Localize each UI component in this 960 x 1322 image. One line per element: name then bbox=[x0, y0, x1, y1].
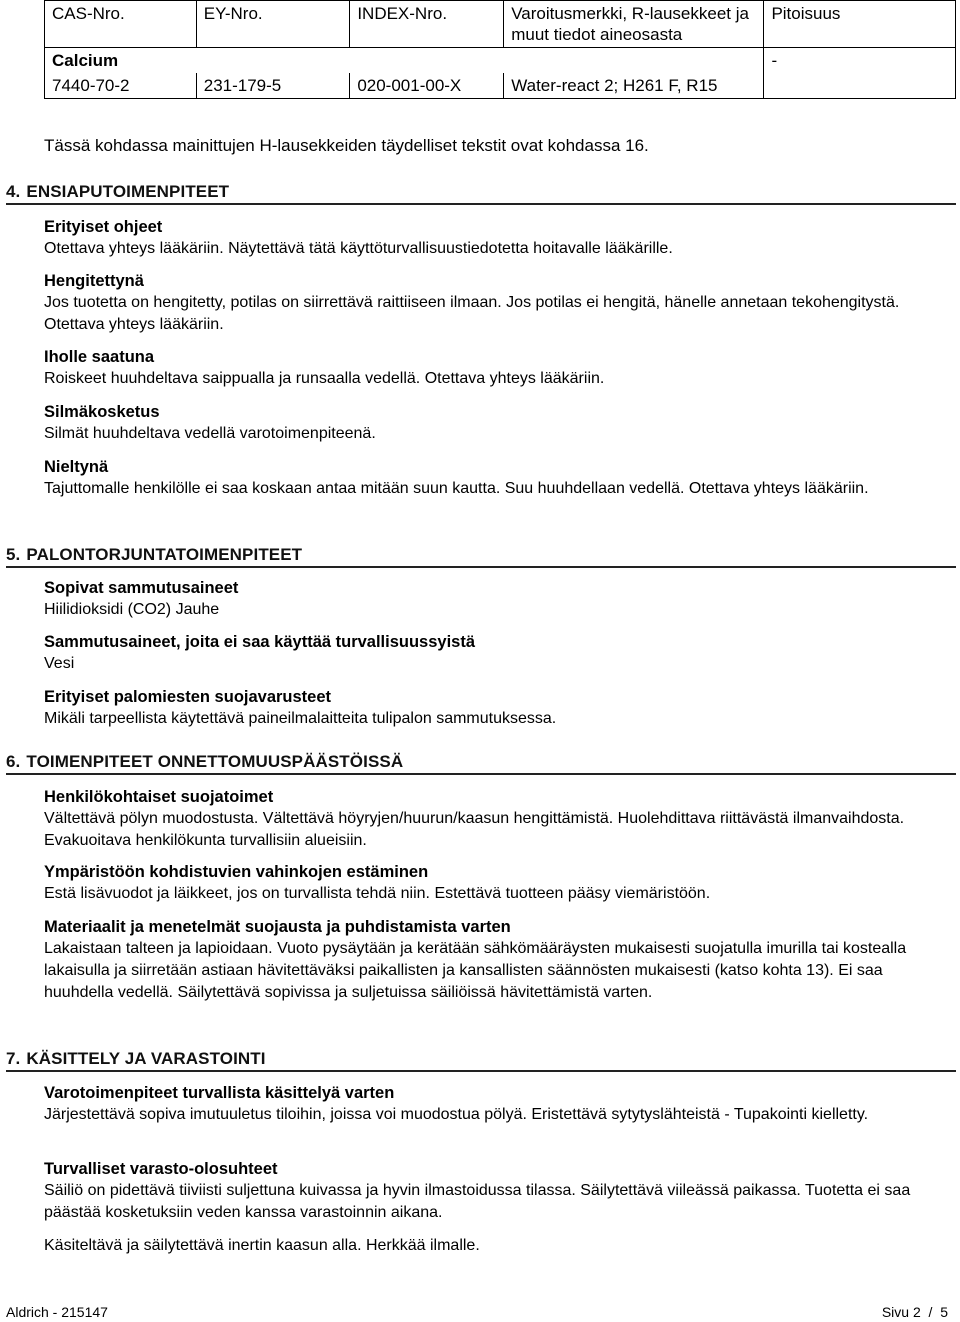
header-cas: CAS-Nro. bbox=[45, 1, 197, 48]
subsection bbox=[44, 861, 944, 905]
section-title: PALONTORJUNTATOIMENPITEET bbox=[26, 545, 303, 564]
subsection-text: Estä lisävuodot ja läikkeet, jos on turvallista tehdä niin. Estettävä tuotteen pääsy viemäristöön. bbox=[44, 885, 711, 902]
substance-name-row bbox=[45, 48, 956, 74]
subsection-heading: Erityiset palomiesten suojavarusteet bbox=[44, 688, 332, 706]
subsection bbox=[44, 631, 944, 675]
subsection-heading: Iholle saatuna bbox=[44, 348, 155, 366]
section-number: 4. bbox=[6, 182, 21, 201]
subsection-text: Otettava yhteys lääkäriin. Näytettävä tätä käyttöturvallisuustiedotetta hoitavalle lääkärille. bbox=[44, 240, 673, 257]
hazard-value: Water-react 2; H261 F, R15 bbox=[504, 73, 764, 99]
header-hazard: Varoitusmerkki, R-lausekkeet ja muut tiedot aineosasta bbox=[504, 1, 764, 48]
section-title: TOIMENPITEET ONNETTOMUUSPÄÄSTÖISSÄ bbox=[26, 752, 404, 771]
subsection bbox=[44, 346, 944, 390]
subsection bbox=[44, 456, 944, 500]
section-number: 5. bbox=[6, 545, 21, 564]
subsection-heading: Sammutusaineet, joita ei saa käyttää turvallisuussyistä bbox=[44, 633, 476, 651]
section-7-heading bbox=[6, 1049, 956, 1072]
subsection-heading: Varotoimenpiteet turvallista käsittelyä varten bbox=[44, 1084, 395, 1102]
cas-value: 7440-70-2 bbox=[45, 73, 197, 99]
subsection bbox=[44, 916, 944, 1004]
section-5-heading bbox=[6, 545, 956, 568]
subsection bbox=[44, 1235, 944, 1257]
components-table bbox=[44, 0, 956, 99]
subsection-text: Käsiteltävä ja säilytettävä inertin kaasun alla. Herkkää ilmalle. bbox=[44, 1237, 480, 1254]
ey-value: 231-179-5 bbox=[196, 73, 350, 99]
subsection-heading: Silmäkosketus bbox=[44, 403, 160, 421]
subsection-heading: Ympäristöön kohdistuvien vahinkojen estäminen bbox=[44, 863, 429, 881]
subsection bbox=[44, 270, 944, 336]
section-6-heading bbox=[6, 752, 956, 775]
subsection bbox=[44, 401, 944, 445]
section-number: 6. bbox=[6, 752, 21, 771]
subsection-text: Lakaistaan talteen ja lapioidaan. Vuoto pysäytään ja kerätään sähkömääräysten mukaisesti suojatulla imurilla tai kostealla lakaisulla ja siirretään astiaan hävitettäväksi paikallisten ja kansallisten säännösten mukaisesti (katso kohta 13). Ei saa huuhdella vedellä. Säilytettävä sopivissa ja suljetuissa säiliöissä hävitettämistä varten. bbox=[44, 940, 907, 1001]
page-number: Sivu 2 / 5 bbox=[881, 1304, 948, 1320]
table-header-row bbox=[45, 1, 956, 48]
subsection bbox=[44, 1158, 944, 1224]
substance-name: Calcium bbox=[45, 48, 764, 74]
header-index: INDEX-Nro. bbox=[350, 1, 504, 48]
section-4-heading bbox=[6, 182, 956, 205]
subsection-text: Mikäli tarpeellista käytettävä paineilmalaitteita tulipalon sammutuksessa. bbox=[44, 710, 557, 727]
subsection-text: Roiskeet huuhdeltava saippualla ja runsaalla vedellä. Otettava yhteys lääkäriin. bbox=[44, 370, 605, 387]
subsection-heading: Henkilökohtaiset suojatoimet bbox=[44, 788, 274, 806]
header-concentration: Pitoisuus bbox=[764, 1, 956, 48]
subsection bbox=[44, 216, 944, 260]
subsection-text: Vältettävä pölyn muodostusta. Vältettävä höyryjen/huurun/kaasun hengittämistä. Huolehdittava riittävästä ilmanvaihdosta. Evakuoitava henkilökunta turvallisiin alueisiin. bbox=[44, 810, 905, 849]
header-ey: EY-Nro. bbox=[196, 1, 350, 48]
section-number: 7. bbox=[6, 1049, 21, 1068]
subsection bbox=[44, 577, 944, 621]
index-value: 020-001-00-X bbox=[350, 73, 504, 99]
subsection-text: Hiilidioksidi (CO2) Jauhe bbox=[44, 601, 220, 618]
subsection-heading: Turvalliset varasto-olosuhteet bbox=[44, 1160, 278, 1178]
subsection-text: Silmät huuhdeltava vedellä varotoimenpiteenä. bbox=[44, 425, 376, 442]
subsection-heading: Sopivat sammutusaineet bbox=[44, 579, 239, 597]
section-title: ENSIAPUTOIMENPITEET bbox=[26, 182, 230, 201]
concentration-value: - bbox=[764, 48, 956, 99]
subsection-heading: Materiaalit ja menetelmät suojausta ja puhdistamista varten bbox=[44, 918, 511, 936]
subsection-text: Vesi bbox=[44, 655, 75, 672]
subsection-heading: Erityiset ohjeet bbox=[44, 218, 163, 236]
subsection-text: Järjestettävä sopiva imutuuletus tiloihin, joissa voi muodostua pölyä. Eristettävä sytytyslähteistä - Tupakointi kielletty. bbox=[44, 1106, 869, 1123]
subsection-text: Jos tuotetta on hengitetty, potilas on siirrettävä raittiiseen ilmaan. Jos potilas ei hengitä, hänelle annetaan tekohengitystä. Otettava yhteys lääkäriin. bbox=[44, 294, 900, 333]
subsection-text: Tajuttomalle henkilölle ei saa koskaan antaa mitään suun kautta. Suu huuhdellaan vedellä. Otettava yhteys lääkäriin. bbox=[44, 480, 869, 497]
subsection bbox=[44, 786, 944, 852]
subsection bbox=[44, 686, 944, 730]
subsection-text: Säiliö on pidettävä tiiviisti suljettuna kuivassa ja hyvin ilmastoidussa tilassa. Säilytettävä viileässä paikassa. Tuotetta ei saa päästää kosketuksiin veden kanssa varastoinnin aikana. bbox=[44, 1182, 911, 1221]
subsection-heading: Hengitettynä bbox=[44, 272, 144, 290]
subsection-heading: Nieltynä bbox=[44, 458, 109, 476]
subsection bbox=[44, 1082, 944, 1126]
h-statement-note: Tässä kohdassa mainittujen H-lausekkeiden täydelliset tekstit ovat kohdassa 16. bbox=[44, 136, 649, 155]
section-title: KÄSITTELY JA VARASTOINTI bbox=[26, 1049, 266, 1068]
footer-product-id: Aldrich - 215147 bbox=[6, 1304, 108, 1320]
